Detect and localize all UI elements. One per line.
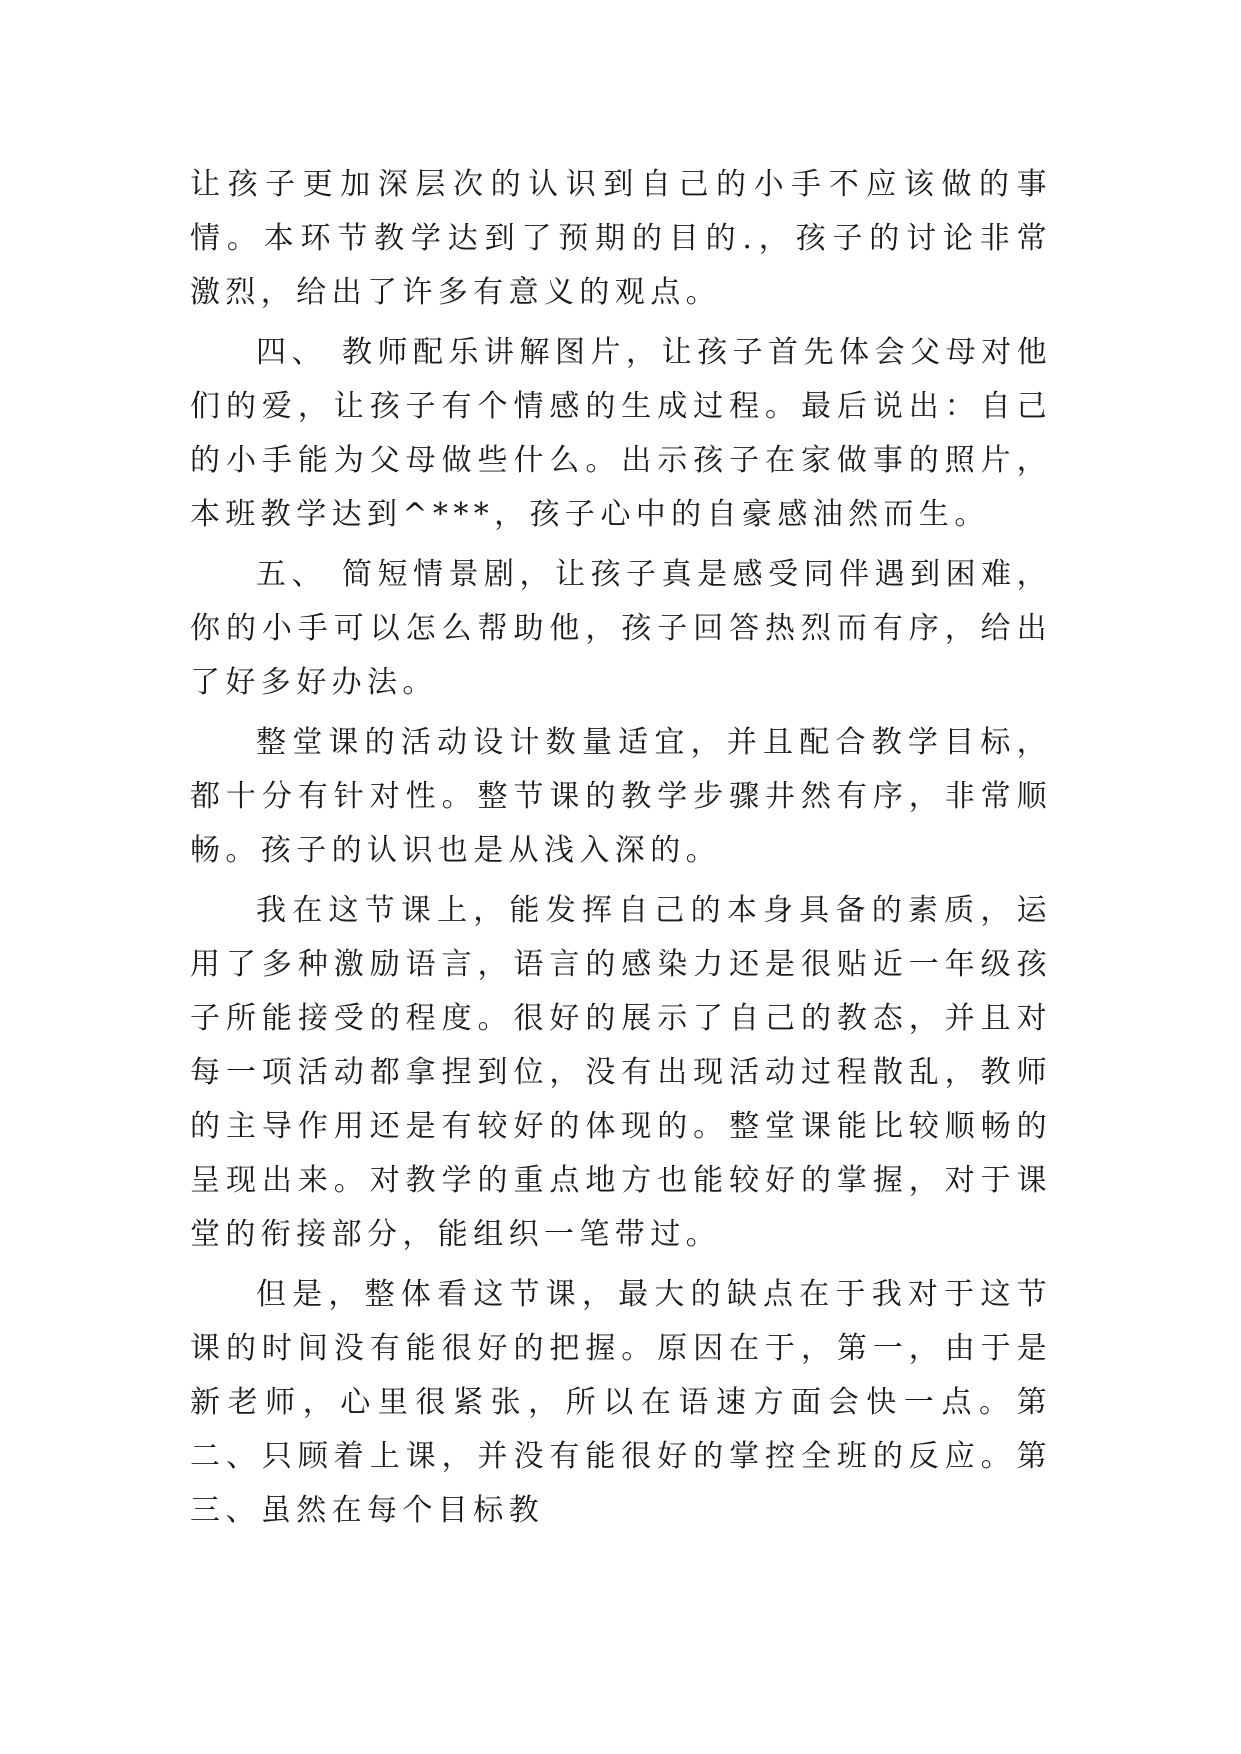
paragraph-3: 五、 简短情景剧，让孩子真是感受同伴遇到困难，你的小手可以怎么帮助他，孩子回答热烈而有序，给出了好多好办法。 <box>190 557 1052 700</box>
paragraph-6: 但是，整体看这节课，最大的缺点在于我对于这节课的时间没有能很好的把握。原因在于，第一，由于是新老师，心里很紧张，所以在语速方面会快一点。第二、只顾着上课，并没有能很好的掌控全班的反应。第三、虽然在每个目标教 <box>190 1277 1052 1528</box>
paragraph-1: 让孩子更加深层次的认识到自己的小手不应该做的事情。本环节教学达到了预期的目的.，孩子的讨论非常激烈，给出了许多有意义的观点。 <box>190 167 1052 310</box>
paragraph-5: 我在这节课上，能发挥自己的本身具备的素质，运用了多种激励语言，语言的感染力还是很贴近一年级孩子所能接受的程度。很好的展示了自己的教态，并且对每一项活动都拿捏到位，没有出现活动过程散乱，教师的主导作用还是有较好的体现的。整堂课能比较顺畅的呈现出来。对教学的重点地方也能较好的掌握，对于课堂的衔接部分，能组织一笔带过。 <box>190 893 1052 1252</box>
paragraph-4: 整堂课的活动设计数量适宜，并且配合教学目标，都十分有针对性。整节课的教学步骤井然有序，非常顺畅。孩子的认识也是从浅入深的。 <box>190 725 1052 868</box>
document-body <box>190 158 1052 1544</box>
paragraph-2: 四、 教师配乐讲解图片，让孩子首先体会父母对他们的爱，让孩子有个情感的生成过程。最后说出：自己的小手能为父母做些什么。出示孩子在家做事的照片，本班教学达到^***，孩子心中的自豪感油然而生。 <box>190 335 1052 532</box>
